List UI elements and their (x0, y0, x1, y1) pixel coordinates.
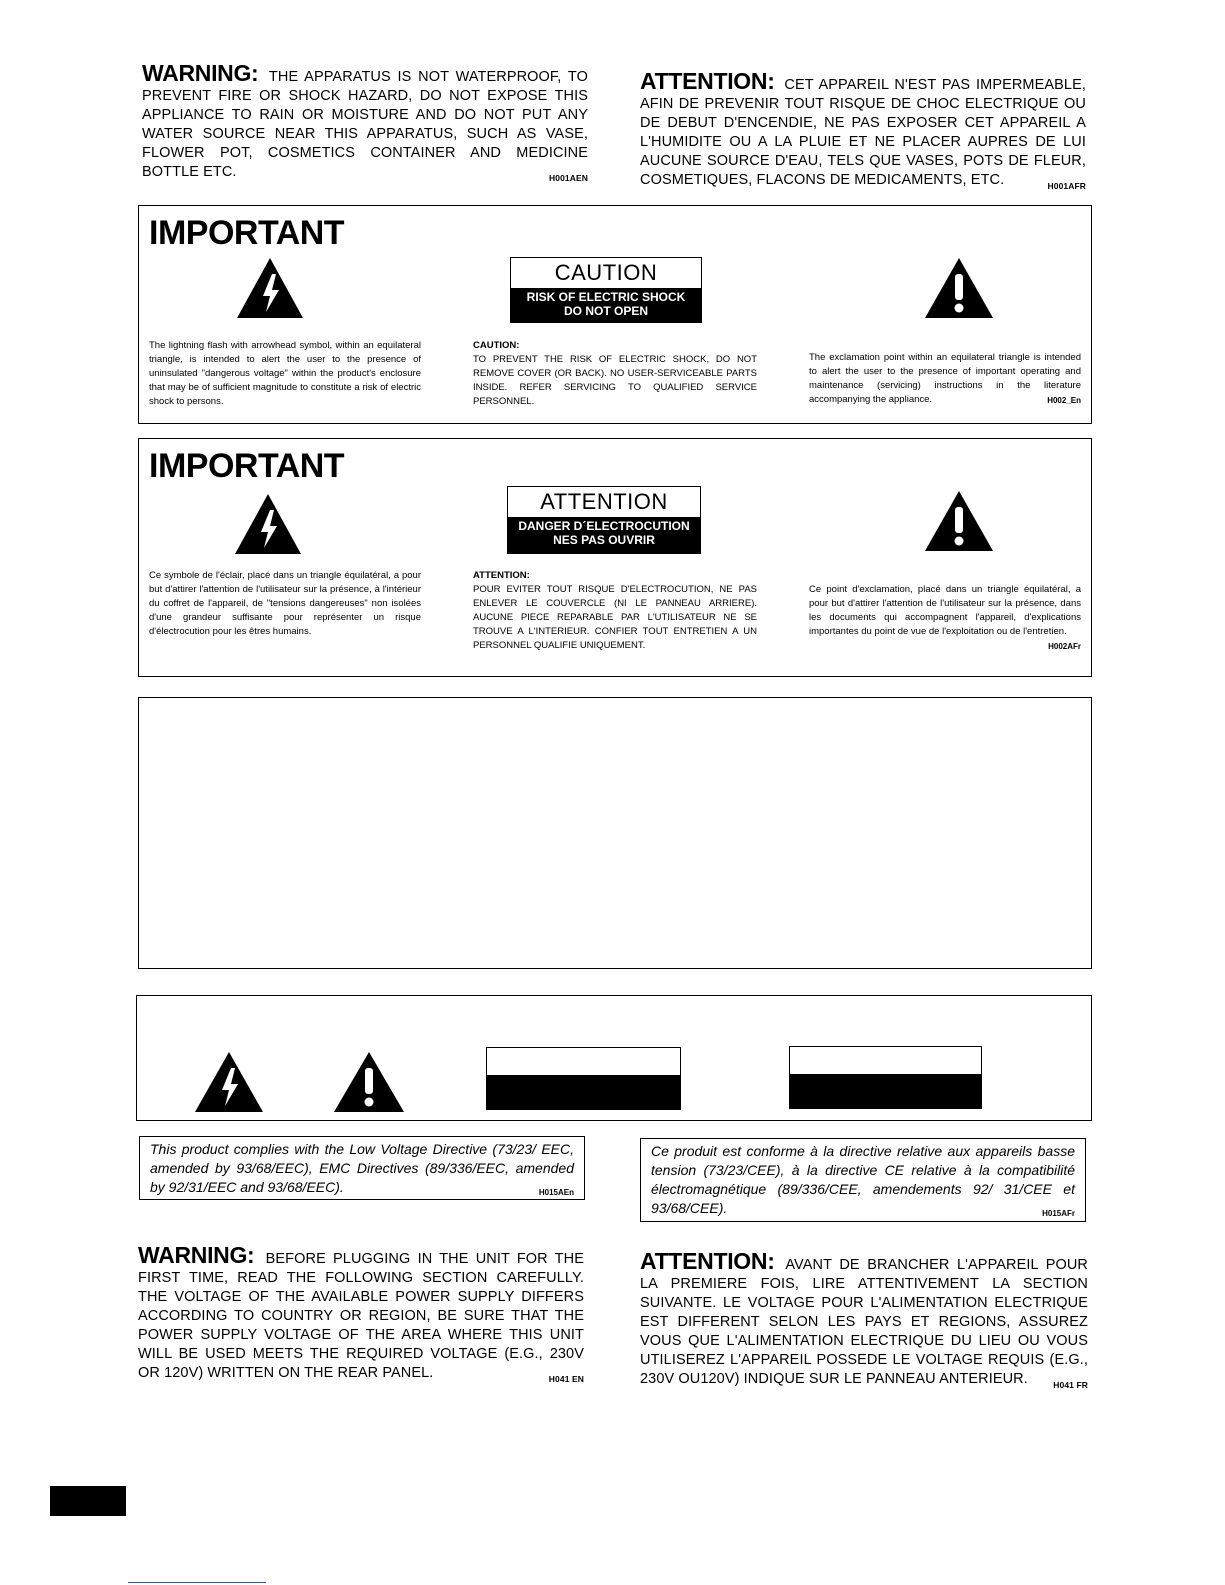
important-fr-box (138, 438, 1092, 677)
caution-label-line-2: DO NOT OPEN (563, 304, 648, 318)
attention-label-top: ATTENTION (540, 489, 668, 514)
important-en-mid-text: TO PREVENT THE RISK OF ELECTRIC SHOCK, DO NOT REMOVE COVER (OR BACK). NO USER-SERVICEABLE PARTS INSIDE. REFER SERVICING TO QUALIFIED SERVICE PERSONNEL. (473, 354, 757, 407)
important-en-mid (473, 339, 757, 409)
warning2-en-heading: WARNING: (138, 1242, 255, 1268)
lightning-warning-triangle-icon (233, 492, 303, 556)
warning-en-code: H001AEN (549, 173, 588, 183)
warning2-fr-body: AVANT DE BRANCHER L'APPAREIL POUR LA PREMIERE FOIS, LIRE ATTENTIVEMENT LA SECTION SUIVANTE. LE VOLTAGE POUR L'ALIMENTATION ELECTRIQUE EST DIFFERENT SELON LES PAYS ET REGIONS, ASSUREZ VOUS QUE L'ALIMENTATION ELECTRIQUE DU LIEU OU VOUS UTILISEREZ L'APPAREIL POSSEDE LE VOLTAGE REQUIS (E.G., 230V OU120V) INDIQUE SUR LE PANNEAU ANTERIEUR. (640, 1257, 1088, 1387)
important-en-title: IMPORTANT (149, 214, 345, 252)
attention-label (507, 486, 701, 554)
attention-label-line-2: NES PAS OUVRIR (553, 533, 655, 547)
important-fr-mid-label: ATTENTION: (473, 570, 530, 581)
attention-label-bottom (508, 517, 700, 553)
warning2-fr-heading: ATTENTION: (640, 1248, 775, 1274)
blank-caution-label-1 (486, 1047, 681, 1110)
compliance-en-box (139, 1136, 585, 1200)
caution-label-bottom (511, 288, 701, 322)
important-en-box (138, 205, 1092, 424)
warning-fr-code: H001AFR (1047, 181, 1086, 191)
important-fr-mid-text: POUR EVITER TOUT RISQUE D'ELECTROCUTION, NE PAS ENLEVER LE COUVERCLE (NI LE PANNEAU ARRIERE). AUCUNE PIECE REPARABLE PAR L'UTILISATEUR NE SE TROUVE A L'INTERIEUR. CONFIER TOUT ENTRETIEN A UN PERSONNEL QUALIFIE UNIQUEMENT. (473, 584, 757, 651)
important-en-code: H002_En (1047, 396, 1081, 405)
caution-label-line-1: RISK OF ELECTRIC SHOCK (526, 290, 686, 304)
warning2-fr-code: H041 FR (1053, 1380, 1088, 1390)
important-fr-left-text: Ce symbole de l'éclair, placé dans un triangle équilatéral, a pour but d'attirer l'attention de l'utilisateur sur la présence, à l'intérieur du coffret de l'appareil, de "tensions dangereuses" non isolées d'une grandeur suffisante pour représenter un risque d'électrocution pour les êtres humains. (149, 570, 421, 637)
symbols-strip-box (136, 995, 1092, 1121)
important-fr-mid (473, 569, 757, 653)
lightning-warning-triangle-icon (193, 1050, 265, 1114)
important-fr-title: IMPORTANT (149, 447, 345, 485)
page-number-bar (50, 1486, 126, 1516)
warning2-en-code: H041 EN (548, 1374, 584, 1384)
important-en-right (809, 351, 1081, 408)
blank-notice-box (138, 697, 1092, 969)
warning-fr-heading: ATTENTION: (640, 68, 775, 94)
lightning-warning-triangle-icon (235, 256, 305, 320)
warning-fr (640, 68, 1086, 196)
exclamation-warning-triangle-icon (923, 489, 995, 553)
blank-caution-label-1-dark (487, 1075, 680, 1109)
important-fr-right (809, 583, 1081, 654)
important-fr-code: H002AFr (1048, 642, 1081, 651)
compliance-en-text: This product complies with the Low Voltage Directive (73/23/ EEC, amended by 93/68/EEC), EMC Directives (89/336/EEC, amended by 92/31/EEC and 93/68/EEC). (150, 1141, 574, 1195)
warning2-fr (640, 1248, 1088, 1395)
compliance-fr-box (640, 1138, 1086, 1222)
exclamation-warning-triangle-icon (332, 1050, 406, 1114)
attention-label-line-1: DANGER D´ELECTROCUTION (518, 519, 690, 533)
warning2-en (138, 1242, 584, 1389)
important-en-right-text: The exclamation point within an equilateral triangle is intended to alert the user to the presence of important operating and maintenance (servicing) instructions in the literature accompanying the appliance. (809, 352, 1081, 405)
blank-caution-label-2 (789, 1046, 982, 1109)
compliance-fr-text: Ce produit est conforme à la directive relative aux appareils basse tension (73/23/CEE), à la directive CE relative à la compatibilité électromagnétique (89/336/CEE, amendements 92/ 31/CEE et 93/68/CEE). (651, 1143, 1075, 1216)
blank-caution-label-2-dark (790, 1074, 981, 1108)
warning-en (142, 60, 588, 188)
important-fr-right-text: Ce point d'exclamation, placé dans un triangle équilatéral, a pour but d'attirer l'attention de l'utilisateur sur la présence, dans les documents qui accompagnent l'appareil, d'explications importantes du point de vue de l'exploitation ou de l'entretien. (809, 584, 1081, 637)
warning-en-body: THE APPARATUS IS NOT WATERPROOF, TO PREVENT FIRE OR SHOCK HAZARD, DO NOT EXPOSE THIS APPLIANCE TO RAIN OR MOISTURE AND DO NOT PUT ANY WATER SOURCE NEAR THIS APPARATUS, SUCH AS VASE, FLOWER POT, COSMETICS CONTAINER AND MEDICINE BOTTLE ETC. (142, 69, 588, 180)
compliance-fr-code: H015AFr (1042, 1209, 1075, 1218)
warning-en-heading: WARNING: (142, 60, 259, 86)
warning-fr-body: CET APPAREIL N'EST PAS IMPERMEABLE, AFIN DE PREVENIR TOUT RISQUE DE CHOC ELECTRIQUE OU DE DEBUT D'ENCENDIE, NE PAS EXPOSER CET APPAREIL A L'HUMIDITE OU A LA PLUIE ET NE PLACER AUPRES DE LUI AUCUNE SOURCE D'EAU, TELS QUE VASES, POTS DE FLEUR, COSMETIQUES, FLACONS DE MEDICAMENTS, ETC. (640, 77, 1086, 188)
caution-label (510, 257, 702, 323)
important-en-mid-label: CAUTION: (473, 340, 520, 351)
caution-label-top: CAUTION (554, 260, 658, 285)
important-en-left-text: The lightning flash with arrowhead symbol, within an equilateral triangle, is intended to alert the user to the presence of uninsulated "dangerous voltage" within the product's enclosure that may be of sufficient magnitude to constitute a risk of electric shock to persons. (149, 340, 421, 407)
footer-link-underline (128, 1582, 266, 1583)
warning2-en-body: BEFORE PLUGGING IN THE UNIT FOR THE FIRST TIME, READ THE FOLLOWING SECTION CAREFULLY. THE VOLTAGE OF THE AVAILABLE POWER SUPPLY DIFFERS ACCORDING TO COUNTRY OR REGION, BE SURE THAT THE POWER SUPPLY VOLTAGE OF THE AREA WHERE THIS UNIT WILL BE USED MEETS THE REQUIRED VOLTAGE (E.G., 230V OR 120V) WRITTEN ON THE REAR PANEL. (138, 1251, 584, 1381)
exclamation-warning-triangle-icon (923, 256, 995, 320)
compliance-en-code: H015AEn (538, 1188, 574, 1197)
